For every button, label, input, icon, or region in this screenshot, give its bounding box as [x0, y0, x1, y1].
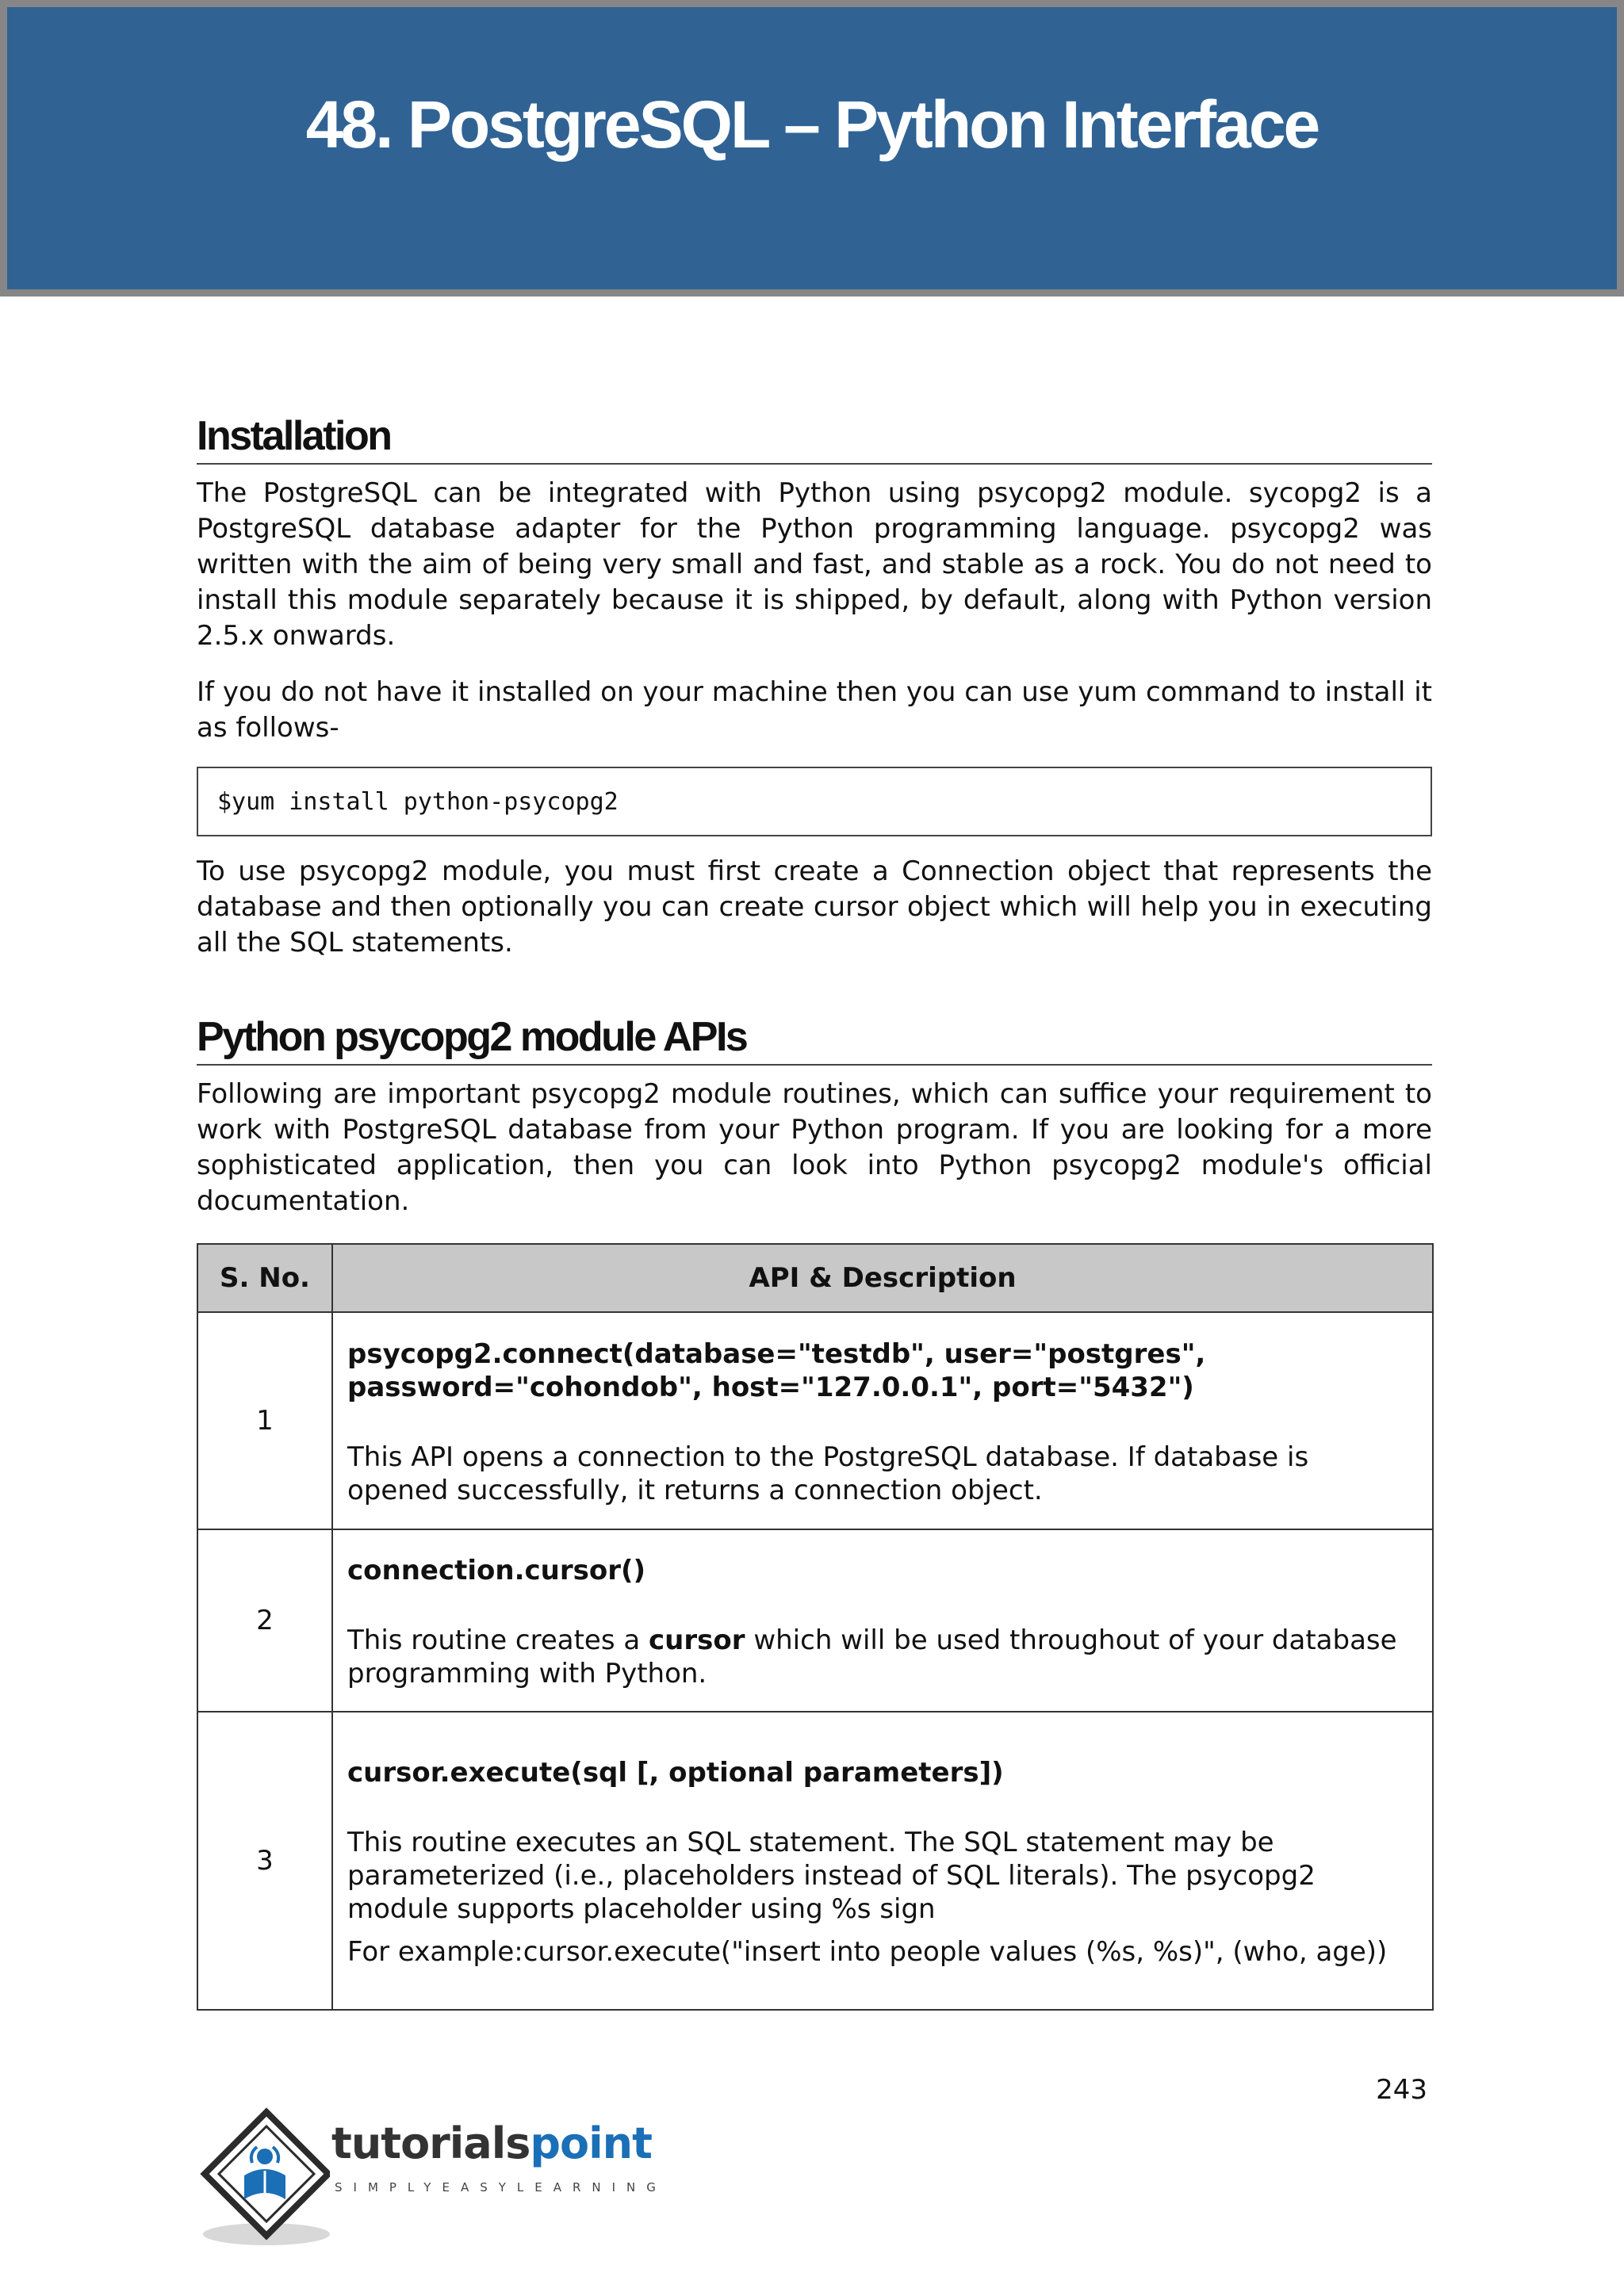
installation-heading: Installation	[197, 412, 1432, 465]
api-description: This routine executes an SQL statement. The SQL statement may be parameterized (i.e., placeholders instead of SQL literals). The psycopg2 module supports placeholder using %s sign	[347, 1827, 1316, 1925]
api-description-header: API & Description	[332, 1244, 1433, 1312]
apis-heading: Python psycopg2 module APIs	[197, 1013, 1432, 1066]
installation-para-1: The PostgreSQL can be integrated with Python using psycopg2 module. sycopg2 is a PostgreSQL database adapter for the Python programming language. psycopg2 was written with the aim of being very small and fast, and stable as a rock. You do not need to install this module separately because it is shipped, by default, along with Python version 2.5.x onwards.	[197, 477, 1432, 652]
page-content	[197, 412, 1432, 2011]
api-description-part: which will be used throughout of your database programming with Python.	[347, 1624, 1397, 1689]
api-example: For example:cursor.execute("insert into people values (%s, %s)", (who, age))	[347, 1936, 1388, 1968]
installation-para-2: If you do not have it installed on your machine then you can use yum command to install it as follows-	[197, 676, 1432, 744]
api-signature: psycopg2.connect(database="testdb", user="postgres", password="cohondob", host="127.0.0.1", port="5432")	[347, 1338, 1206, 1403]
logo-word-point: point	[530, 2118, 652, 2168]
api-description-bold: cursor	[649, 1624, 745, 1656]
tutorialspoint-logo	[195, 2107, 671, 2250]
row-content	[332, 1529, 1433, 1712]
chapter-banner-inner	[7, 7, 1617, 289]
install-command-code: $yum install python-psycopg2	[197, 767, 1432, 836]
table-row	[197, 1312, 1433, 1529]
chapter-title: 48. PostgreSQL – Python Interface	[305, 86, 1319, 162]
page-number: 243	[1376, 2074, 1427, 2106]
row-number: 2	[197, 1529, 332, 1712]
apis-intro: Following are important psycopg2 module routines, which can suffice your requirement to work with PostgreSQL database from your Python program. If you are looking for a more sophisticated application, then you can look into Python psycopg2 module's official documentation.	[197, 1078, 1432, 1217]
sno-header: S. No.	[197, 1244, 332, 1312]
table-row	[197, 1529, 1433, 1712]
logo-tagline: SIMPLYEASYLEARNING	[335, 2180, 667, 2195]
row-content	[332, 1312, 1433, 1529]
table-row	[197, 1712, 1433, 2010]
chapter-banner	[0, 0, 1624, 297]
row-number: 3	[197, 1712, 332, 2010]
row-content	[332, 1712, 1433, 2010]
logo-wordmark	[331, 2118, 652, 2168]
api-description	[347, 1624, 1415, 1690]
api-signature: cursor.execute(sql [, optional parameters])	[347, 1757, 1004, 1789]
logo-word-tutorials: tutorials	[331, 2118, 530, 2168]
api-table-header-row	[197, 1244, 1433, 1312]
api-signature: connection.cursor()	[347, 1555, 646, 1586]
api-table	[197, 1243, 1434, 2011]
api-description-part: This routine creates a	[347, 1624, 649, 1656]
api-description: This API opens a connection to the PostgreSQL database. If database is opened successfully, it returns a connection object.	[347, 1441, 1309, 1506]
installation-para-3: To use psycopg2 module, you must first create a Connection object that represents the database and then optionally you can create cursor object which will help you in executing all the SQL statements.	[197, 855, 1432, 959]
row-number: 1	[197, 1312, 332, 1529]
logo-diamond-icon	[195, 2107, 330, 2250]
